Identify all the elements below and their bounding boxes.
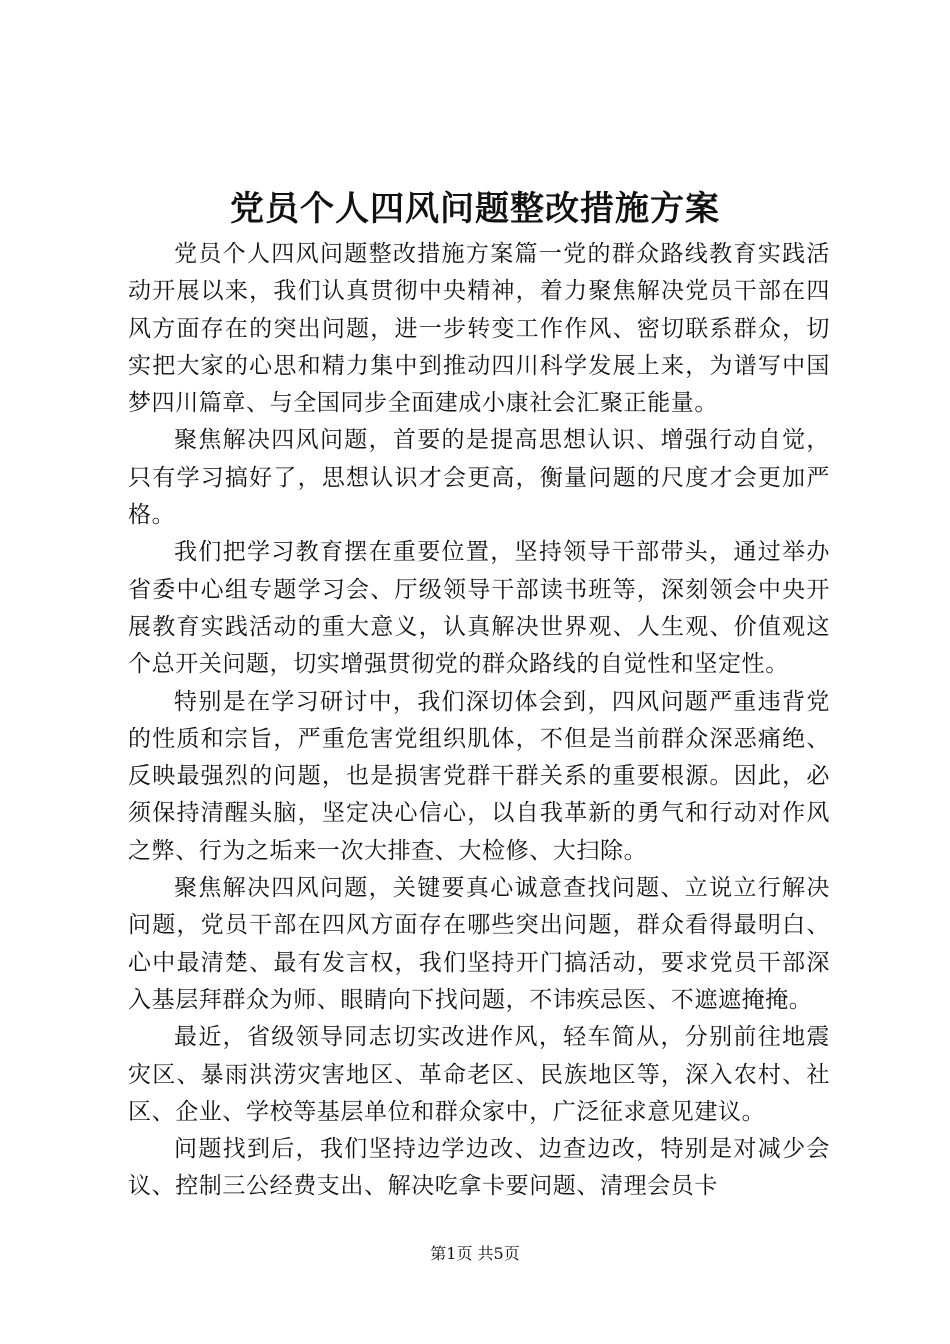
- paragraph: 问题找到后，我们坚持边学边改、边查边改，特别是对减少会议、控制三公经费支出、解决吃拿卡要问题、清理会员卡: [128, 1136, 830, 1200]
- paragraph: 党员个人四风问题整改措施方案篇一党的群众路线教育实践活动开展以来，我们认真贯彻中央精神，着力聚焦解决党员干部在四风方面存在的突出问题，进一步转变工作作风、密切联系群众，切实把大家的心思和精力集中到推动四川科学发展上来，为谱写中国梦四川篇章、与全国同步全面建成小康社会汇聚正能量。: [128, 241, 830, 417]
- document-title: 党员个人四风问题整改措施方案: [230, 189, 720, 229]
- paragraph: 聚焦解决四风问题，关键要真心诚意查找问题、立说立行解决问题，党员干部在四风方面存在哪些突出问题，群众看得最明白、心中最清楚、最有发言权，我们坚持开门搞活动，要求党员干部深入基层拜群众为师、眼睛向下找问题，不讳疾忌医、不遮遮掩掩。: [128, 875, 830, 1013]
- paragraph: 最近，省级领导同志切实改进作风，轻车简从，分别前往地震灾区、暴雨洪涝灾害地区、革命老区、民族地区等，深入农村、社区、企业、学校等基层单位和群众家中，广泛征求意见建议。: [128, 1024, 830, 1125]
- document-body: [128, 236, 830, 1206]
- page-number-footer: 第1页 共5页: [430, 1244, 520, 1263]
- paragraph: 特别是在学习研讨中，我们深切体会到，四风问题严重违背党的性质和宗旨，严重危害党组织肌体，不但是当前群众深恶痛绝、反映最强烈的问题，也是损害党群干群关系的重要根源。因此，必须保持清醒头脑，坚定决心信心，以自我革新的勇气和行动对作风之弊、行为之垢来一次大排查、大检修、大扫除。: [128, 688, 830, 864]
- paragraph: 聚焦解决四风问题，首要的是提高思想认识、增强行动自觉，只有学习搞好了，思想认识才会更高，衡量问题的尺度才会更加严格。: [128, 427, 830, 529]
- paragraph: 我们把学习教育摆在重要位置，坚持领导干部带头，通过举办省委中心组专题学习会、厅级领导干部读书班等，深刻领会中央开展教育实践活动的重大意义，认真解决世界观、人生观、价值观这个总开关问题，切实增强贯彻党的群众路线的自觉性和坚定性。: [128, 539, 830, 678]
